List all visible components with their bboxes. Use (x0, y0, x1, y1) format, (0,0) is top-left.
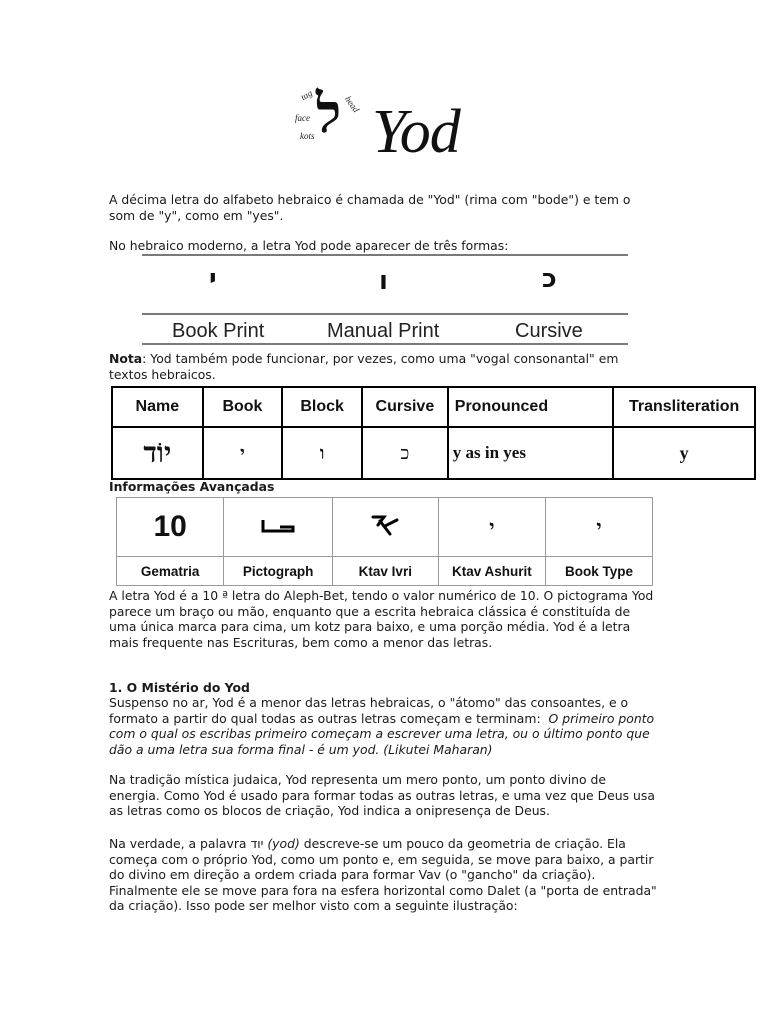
form-glyph-manual: ו (379, 266, 388, 296)
section1-p3-hebrew: יוד (250, 836, 264, 851)
table-row (112, 427, 755, 479)
nota-text: : Yod também pode funcionar, por vezes, como uma "vogal consonantal" em textos hebraicos. (109, 351, 619, 382)
annotation-head: head (343, 94, 362, 115)
section1-p3-start: Na verdade, a palavra (109, 836, 247, 851)
cell-book-type (545, 498, 652, 557)
table-row (117, 557, 653, 586)
form-label-book: Book Print (172, 320, 265, 342)
table-row (117, 498, 653, 557)
label-ktav-ivri: Ktav Ivri (332, 557, 438, 586)
gematria-number: 10 (153, 510, 187, 543)
forms-top-rule (142, 254, 628, 256)
about-paragraph: A letra Yod é a 10 ª letra do Aleph-Bet, tendo o valor numérico de 10. O pictograma Yod parece um braço ou mão, enquanto que a escrita hebraica clássica é constituída de uma única marca para cima, um kotz para baixo, e uma porção média. Yod é a letra mais frequente nas Escrituras, bem como a menor das letras. (109, 588, 654, 650)
forms-intro-paragraph: No hebraico moderno, a letra Yod pode aparecer de três formas: (109, 238, 509, 253)
section1-p3-italic: (yod) (267, 836, 300, 851)
label-book-type: Book Type (545, 557, 652, 586)
cell-pictograph (224, 498, 332, 557)
forms-bottom-rule (142, 343, 628, 345)
section1-p3-rest: descreve-se um pouco da geometria de criação. Ela começa com o próprio Yod, como um ponto e, em seguida, se move para baixo, a partir do divino em direção a ordem criada para formar Vav (o "gancho" da criação). Finalmente ele se move para fora na esfera horizontal como Dalet (a "porta de entrada" da criação). Isso pode ser melhor visto com a seguinte ilustração: (109, 836, 657, 913)
section1-paragraph-2: Na tradição mística judaica, Yod representa um mero ponto, um ponto divino de energia. Como Yod é usado para formar todas as outras letras, e uma vez que Deus usa as letras como os blocos de criação, Yod indica a onipresença de Deus. (109, 772, 655, 818)
cell-gematria-value (117, 498, 224, 557)
ktav-ashurit-glyph: י (489, 514, 495, 539)
label-gematria: Gematria (117, 557, 224, 586)
cell-ktav-ashurit (438, 498, 545, 557)
nota-label: Nota (109, 351, 143, 366)
th-pronounced: Pronounced (448, 387, 613, 427)
cell-name: יוֹד (112, 427, 203, 479)
label-ktav-ashurit: Ktav Ashurit (438, 557, 545, 586)
cell-pronounced: y as in yes (448, 427, 613, 479)
th-name: Name (112, 387, 203, 427)
annotation-tag: tag (299, 87, 314, 103)
book-type-glyph: י (596, 514, 602, 539)
form-label-manual: Manual Print (327, 320, 440, 342)
form-glyph-cursive: כ (542, 264, 557, 294)
cell-ktav-ivri (332, 498, 438, 557)
pictograph-hand-icon (258, 514, 298, 536)
page-title: Yod (372, 98, 460, 166)
advanced-info-table (116, 497, 653, 586)
form-glyph-book: י (209, 264, 217, 294)
cell-transliteration: y (613, 427, 755, 479)
ktav-ivri-glyph-icon (368, 512, 402, 538)
th-transliteration: Transliteration (613, 387, 755, 427)
cell-block: ו (282, 427, 362, 479)
annotation-kots: kots (300, 131, 315, 141)
th-book: Book (203, 387, 283, 427)
section1-p1-quote: O primeiro ponto com o qual os escribas primeiro começam a escrever uma letra, ou o último ponto que dão a uma letra sua forma final - é um yod. (Likutei Maharan) (109, 710, 655, 757)
section1-paragraph-3 (109, 836, 657, 914)
section1-paragraph-1 (109, 695, 657, 757)
forms-middle-rule (142, 313, 628, 315)
cell-book: י (203, 427, 283, 479)
nota-paragraph (109, 351, 657, 382)
label-pictograph: Pictograph (224, 557, 332, 586)
header-hebrew-letter: ל (316, 81, 342, 145)
cell-cursive: כ (362, 427, 448, 479)
th-cursive: Cursive (362, 387, 448, 427)
table-header-row (112, 387, 755, 427)
th-block: Block (282, 387, 362, 427)
section-heading: 1. O Mistério do Yod (109, 680, 250, 695)
intro-paragraph: A décima letra do alfabeto hebraico é chamada de "Yod" (rima com "bode") e tem o som de "y", como em "yes". (109, 192, 631, 223)
letter-forms-table (111, 386, 756, 480)
annotation-face: face (295, 113, 310, 123)
form-label-cursive: Cursive (515, 320, 583, 342)
section1-p1-text: Suspenso no ar, Yod é a menor das letras hebraicas, o "átomo" das consoantes, e o formato a partir do qual todas as outras letras começam e terminam: (109, 695, 629, 726)
advanced-heading: Informações Avançadas (109, 479, 275, 494)
